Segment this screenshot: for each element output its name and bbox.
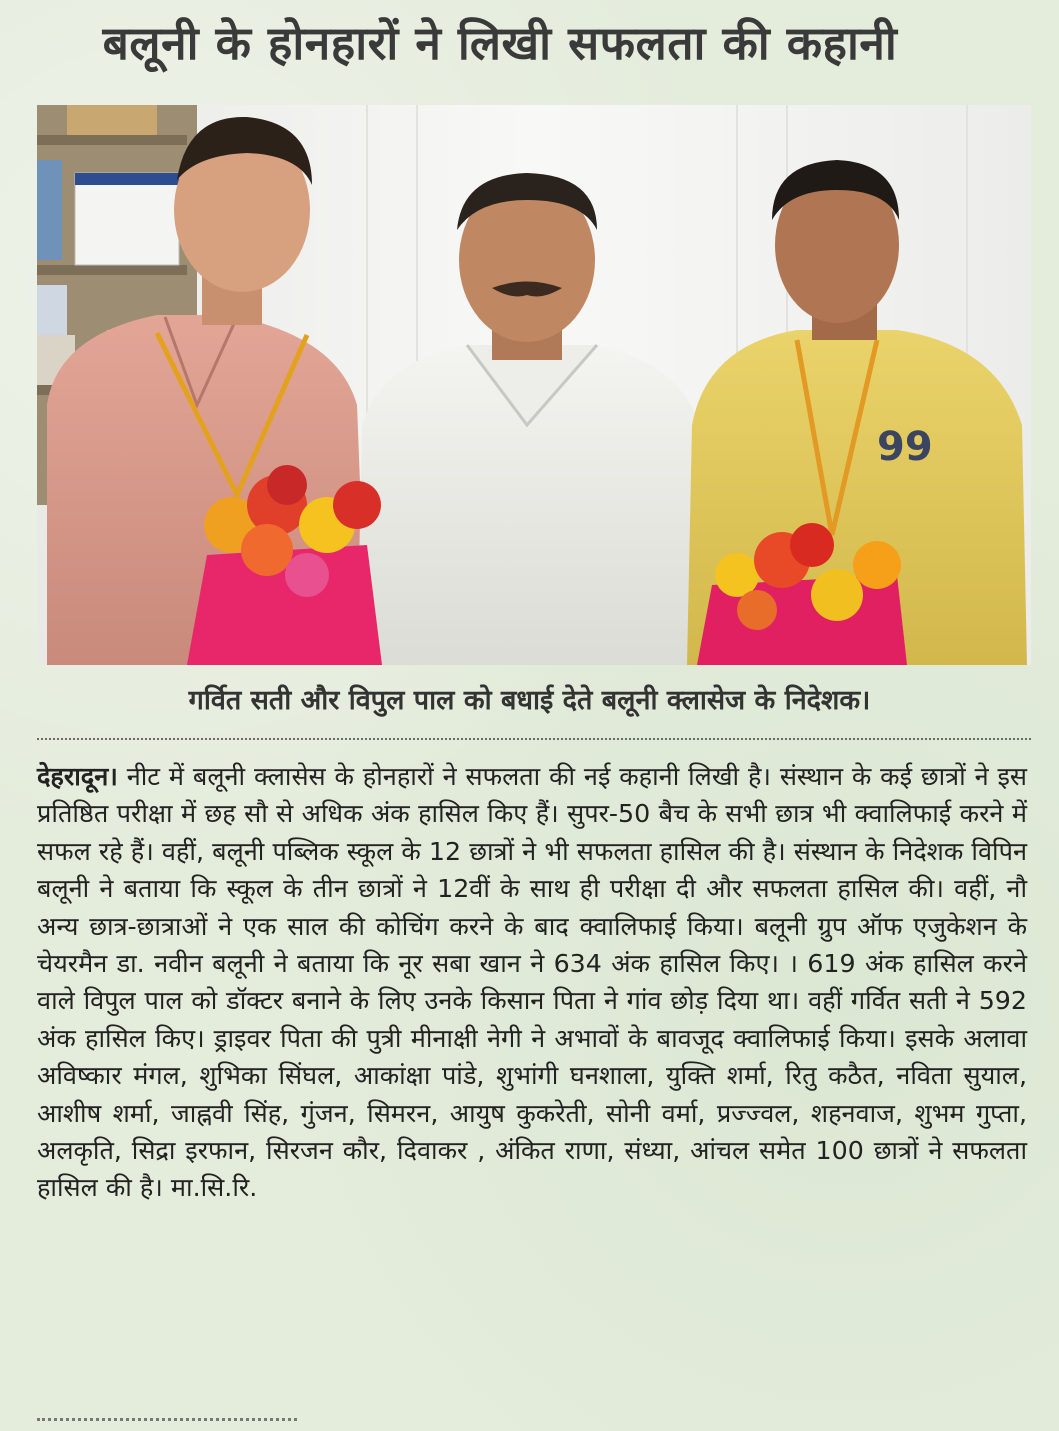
article-body <box>37 758 1027 1207</box>
news-photo <box>37 105 1031 665</box>
dateline: देहरादून। <box>37 762 118 791</box>
article-text: नीट में बलूनी क्लासेस के होनहारों ने सफलता की नई कहानी लिखी है। संस्थान के कई छात्रों ने इस प्रतिष्ठित परीक्षा में छह सौ से अधिक अंक हासिल किए हैं। सुपर-50 बैच के सभी छात्र भी क्वालिफाई करने में सफल रहे हैं। वहीं, बलूनी पब्लिक स्कूल के 12 छात्रों ने भी सफलता हासिल की है। संस्थान के निदेशक विपिन बलूनी ने बताया कि स्कूल के तीन छात्रों ने 12वीं के साथ ही परीक्षा दी और सफलता हासिल की। वहीं, नौ अन्य छात्र-छात्राओं ने एक साल की कोचिंग करने के बाद क्वालिफाई किया। बलूनी ग्रुप ऑफ एजुकेशन के चेयरमैन डा. नवीन बलूनी ने बताया कि नूर सबा खान ने 634 अंक हासिल किए। । 619 अंक हासिल करने वाले विपुल पाल को डॉक्टर बनाने के लिए उनके किसान पिता ने गांव छोड़ दिया था। वहीं गर्वित सती ने 592 अंक हासिल किए। ड्राइवर पिता की पुत्री मीनाक्षी नेगी ने अभावों के बावजूद क्वालिफाई किया। इसके अलावा अविष्कार मंगल, शुभिका सिंघल, आकांक्षा पांडे, शुभांगी घनशाला, युक्ति शर्मा, रितु कठैत, नविता सुयाल, आशीष शर्मा, जाह्नवी सिंह, गुंजन, सिमरन, आयुष कुकरेती, सोनी वर्मा, प्रज्ज्वल, शहनवाज, शुभम गुप्ता, अलकृति, सिद्रा इरफान, सिरजन कौर, दिवाकर , अंकित राणा, संध्या, आंचल समेत 100 छात्रों ने सफलता हासिल की है। मा.सि.रि. <box>37 762 1027 1203</box>
headline: बलूनी के होनहारों ने लिखी सफलता की कहानी <box>102 16 898 70</box>
shirt-number: 99 <box>877 424 933 470</box>
photo-caption: गर्वित सती और विपुल पाल को बधाई देते बलूनी क्लासेज के निदेशक। <box>188 685 871 716</box>
clipping-edge <box>37 1418 297 1429</box>
photo-illustration <box>37 105 1031 665</box>
divider <box>37 738 1031 740</box>
